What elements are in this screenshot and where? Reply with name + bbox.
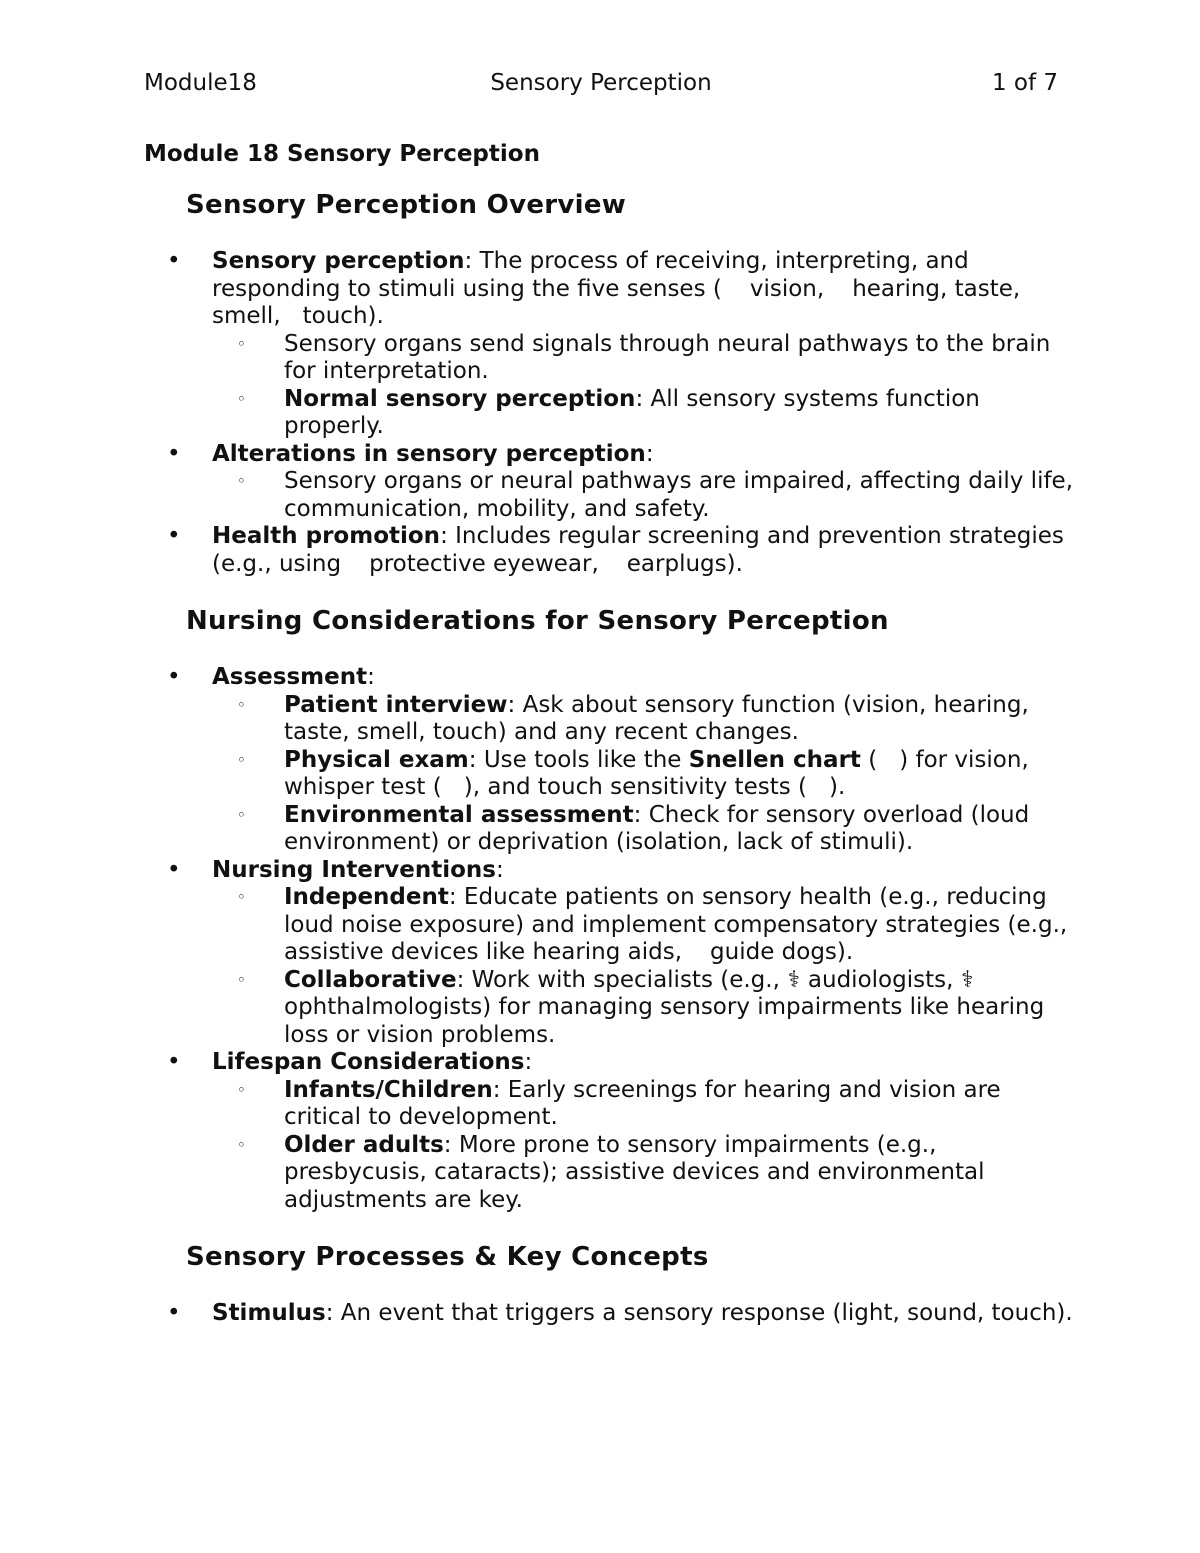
item-text: : Includes regular screening and prevention strategies (e.g., using (212, 523, 1064, 577)
sense-vision: vision, (749, 275, 825, 302)
sub-item-text: ) for vision, whisper test ( (284, 746, 1029, 800)
term: Environmental assessment (284, 801, 634, 828)
term: Alterations in sensory perception (212, 440, 646, 467)
sub-list (212, 331, 1074, 441)
processes-list (144, 1300, 1074, 1328)
section-heading-nursing: Nursing Considerations for Sensory Perception (186, 606, 889, 636)
term: Assessment (212, 664, 368, 690)
sub-item (212, 386, 1074, 441)
item-text: : (645, 440, 654, 467)
sub-item-text: : Use tools like the (468, 746, 682, 773)
sub-item-text: : More prone to sensory impairments (e.g., presbycusis, cataracts); assistive devices and environmental adjustments are key. (284, 1131, 985, 1213)
list-item (144, 1049, 1074, 1214)
sub-item-text: audiologists, (807, 966, 954, 993)
medical-icon: ⚕ (961, 966, 974, 993)
term: Normal sensory perception (284, 385, 636, 412)
sub-item-text: ). (828, 774, 846, 800)
sub-item-text: : All sensory systems function properly. (284, 385, 980, 439)
sub-item (212, 692, 1074, 747)
term: Sensory perception (212, 248, 465, 274)
sub-item (212, 468, 1074, 523)
list-item (144, 523, 1074, 578)
term: Independent (284, 884, 449, 910)
header-module: Module18 (144, 70, 257, 96)
sub-list (212, 884, 1074, 1049)
nursing-list (144, 664, 1074, 1214)
sub-list (212, 692, 1074, 857)
page-header (144, 70, 1058, 102)
list-item (144, 664, 1074, 857)
header-page-number: 1 of 7 (991, 70, 1058, 96)
sub-item-text: : Work with specialists (e.g., (456, 966, 780, 993)
term: Health promotion (212, 523, 441, 549)
sub-item (212, 967, 1074, 1050)
list-item (144, 441, 1074, 524)
overview-list (144, 248, 1074, 578)
term: Older adults (284, 1131, 444, 1158)
header-title: Sensory Perception (490, 70, 712, 96)
sub-item (212, 747, 1074, 802)
item-text: : (367, 664, 375, 690)
sub-list (212, 1077, 1074, 1215)
medical-icon: ⚕ (787, 966, 801, 993)
item-text: : (495, 856, 504, 883)
list-item (144, 248, 1074, 441)
section-heading-processes: Sensory Processes & Key Concepts (186, 1242, 709, 1272)
term: Nursing Interventions (212, 856, 496, 883)
sub-item-text: guide dogs). (710, 939, 854, 965)
sense-taste: taste, (954, 275, 1021, 302)
sub-item-text: : Check for sensory overload (loud environment) or deprivation (isolation, lack of stimuli). (284, 801, 1030, 855)
item-text: : The process of receiving, interpreting, and responding to stimuli using the five senses ( (212, 248, 969, 302)
term: Patient interview (284, 691, 508, 718)
document-body (144, 138, 1074, 1354)
list-item (144, 857, 1074, 1050)
sub-item (212, 802, 1074, 857)
term: Snellen chart (688, 746, 861, 773)
item-text: : An event that triggers a sensory response (light, sound, touch). (325, 1300, 1073, 1326)
item-text: protective eyewear, (369, 550, 599, 577)
term: Infants/Children (284, 1076, 493, 1103)
term: Lifespan Considerations (212, 1049, 525, 1075)
sub-item (212, 1077, 1074, 1132)
sub-item-text: Sensory organs or neural pathways are impaired, affecting daily life, communication, mobility, and safety. (284, 468, 1074, 522)
section-heading-overview: Sensory Perception Overview (186, 190, 627, 220)
sense-touch: touch). (302, 303, 384, 329)
sub-item-text: ( (868, 746, 878, 773)
sub-item-text: ophthalmologists) for managing sensory impairments like hearing loss or vision problems. (284, 994, 1045, 1048)
sub-list (212, 468, 1074, 523)
sub-item (212, 1132, 1074, 1215)
sub-item-text: Sensory organs send signals through neural pathways to the brain for interpretation. (284, 330, 1051, 384)
term: Physical exam (284, 746, 469, 773)
sub-item-text: : Early screenings for hearing and vision are critical to development. (284, 1076, 1001, 1130)
list-item (144, 1300, 1074, 1328)
item-text: earplugs). (626, 550, 743, 577)
term: Collaborative (284, 966, 457, 993)
sense-smell: smell, (212, 303, 281, 329)
document-title: Module 18 Sensory Perception (144, 141, 540, 167)
sub-item (212, 884, 1074, 967)
sense-hearing: hearing, (852, 275, 948, 302)
sub-item-text: : Ask about sensory function (vision, hearing, taste, smell, touch) and any recent changes. (284, 691, 1029, 745)
sub-item (212, 331, 1074, 386)
item-text: : (524, 1049, 533, 1075)
sub-item-text: : Educate patients on sensory health (e.g., reducing loud noise exposure) and implement compensatory strategies (e.g., assistive devices like hearing aids, (284, 884, 1068, 965)
sub-item-text: ), and touch sensitivity tests ( (463, 774, 807, 800)
term: Stimulus (212, 1300, 326, 1326)
